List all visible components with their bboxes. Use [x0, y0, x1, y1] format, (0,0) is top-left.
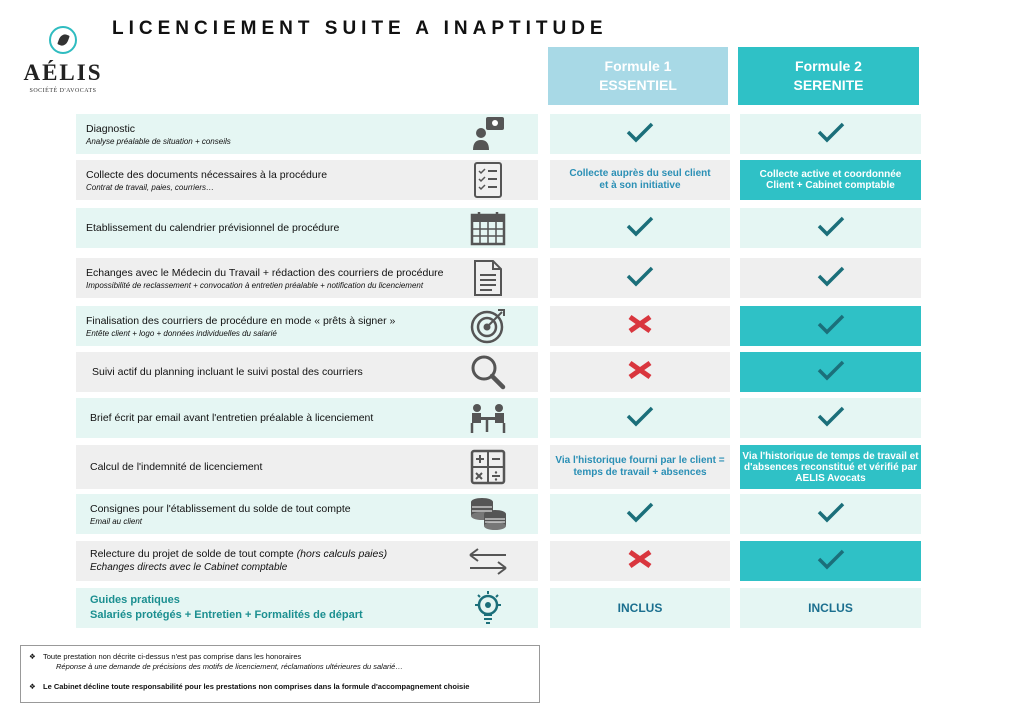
magnifier-icon — [466, 354, 510, 390]
target-icon — [466, 308, 510, 344]
service-row-collecte — [76, 160, 921, 200]
formula-2-cell — [740, 258, 921, 298]
row-label — [76, 306, 538, 346]
service-row-calendrier — [76, 208, 921, 248]
document-icon — [466, 260, 510, 296]
note-item — [29, 652, 531, 662]
formula-1-cell — [550, 114, 730, 154]
row-label — [76, 208, 538, 248]
row-title: Calcul de l'indemnité de licenciement — [90, 461, 263, 473]
row-title: Diagnostic — [86, 122, 136, 135]
note-text: Toute prestation non décrite ci-dessus n'est pas comprise dans les honoraires — [43, 652, 302, 661]
formula-1-cell — [550, 494, 730, 534]
row-label — [76, 258, 538, 298]
formula-2-included: INCLUS — [808, 601, 853, 615]
formula-1-cell — [550, 352, 730, 392]
row-label — [76, 160, 538, 200]
formula-1-included: INCLUS — [617, 601, 663, 615]
brand-name: AÉLIS — [23, 60, 103, 85]
note-text: Le Cabinet décline toute responsabilité pour les prestations non comprises dans la formule d'accompagnement choisie — [43, 682, 470, 691]
service-row-finalisation — [76, 306, 921, 346]
row-subtitle: Echanges directs avec le Cabinet comptable — [90, 562, 288, 573]
row-title: Guides pratiques — [90, 594, 180, 606]
formula-1-cell — [550, 398, 730, 438]
check-icon — [816, 548, 846, 575]
notes-box — [20, 645, 540, 703]
formula-2-header — [738, 47, 919, 105]
service-row-brief — [76, 398, 921, 438]
row-label — [76, 352, 538, 392]
formula-2-cell — [740, 352, 921, 392]
check-icon — [625, 121, 655, 148]
row-title: Consignes pour l'établissement du solde de tout compte — [90, 502, 351, 515]
formula-2-cell — [740, 306, 921, 346]
cross-icon — [626, 359, 654, 386]
exchange-arrows-icon — [466, 543, 510, 579]
formula-2-name: Formule 2 — [795, 58, 862, 74]
brand-logo — [18, 26, 108, 94]
formula-2-detail: Via l'historique de temps de travail et d'absences reconstitué et vérifié par AELIS Avocats — [742, 450, 919, 484]
check-icon — [816, 405, 846, 432]
coins-icon — [466, 496, 510, 532]
service-row-guides — [76, 588, 921, 628]
cross-icon — [626, 548, 654, 575]
calculator-icon — [466, 449, 510, 485]
check-icon — [625, 215, 655, 242]
formula-1-cell — [550, 208, 730, 248]
formula-2-level: SERENITE — [793, 77, 864, 93]
check-icon — [816, 359, 846, 386]
row-subtitle: Email au client — [90, 516, 143, 526]
note-detail: Réponse à une demande de précisions des motifs de licenciement, réclamations ultérieures du salarié… — [56, 662, 403, 671]
cross-icon — [626, 313, 654, 340]
check-icon — [816, 265, 846, 292]
row-title-text: Relecture du projet de solde de tout compte — [90, 548, 294, 560]
check-icon — [625, 265, 655, 292]
row-subtitle: Contrat de travail, paies, courriers… — [86, 182, 215, 192]
row-subtitle: Analyse préalable de situation + conseils — [86, 136, 231, 146]
row-subtitle: Entête client + logo + données individuelles du salarié — [86, 328, 277, 338]
note-item — [29, 682, 531, 692]
row-label — [76, 588, 538, 628]
formula-2-cell — [740, 160, 921, 200]
formula-1-detail: Collecte auprès du seul client et à son initiative — [569, 168, 711, 191]
service-row-suivi — [76, 352, 921, 392]
brand-subtitle: SOCIÉTÉ D'AVOCATS — [29, 88, 97, 94]
row-title: Echanges avec le Médecin du Travail + rédaction des courriers de procédure — [86, 266, 444, 279]
checklist-icon — [466, 162, 510, 198]
check-icon — [816, 313, 846, 340]
formula-2-cell — [740, 541, 921, 581]
consultant-lightbulb-icon — [466, 116, 510, 152]
formula-1-detail: Via l'historique fourni par le client = temps de travail + absences — [555, 455, 725, 478]
row-title: Suivi actif du planning incluant le suivi postal des courriers — [92, 366, 363, 378]
formula-1-cell — [550, 588, 730, 628]
service-row-medecin — [76, 258, 921, 298]
row-title-note: (hors calculs paies) — [296, 548, 388, 560]
meeting-icon — [466, 400, 510, 436]
service-row-indemnite — [76, 445, 921, 489]
formula-1-cell — [550, 160, 730, 200]
page-title: LICENCIEMENT SUITE A INAPTITUDE — [112, 18, 608, 39]
check-icon — [816, 501, 846, 528]
service-row-diagnostic — [76, 114, 921, 154]
check-icon — [816, 121, 846, 148]
row-title: Finalisation des courriers de procédure en mode « prêts à signer » — [86, 314, 396, 327]
formula-2-cell — [740, 588, 921, 628]
row-title: Brief écrit par email avant l'entretien préalable à licenciement — [90, 412, 374, 424]
formula-1-cell — [550, 258, 730, 298]
row-subtitle: Impossibilité de reclassement + convocation à entretien préalable + notification du licenciement — [86, 280, 424, 290]
formula-2-cell — [740, 494, 921, 534]
row-label — [76, 445, 538, 489]
formula-1-cell — [550, 445, 730, 489]
formula-1-header — [548, 47, 728, 105]
formula-1-name: Formule 1 — [604, 58, 672, 74]
formula-1-level: ESSENTIEL — [599, 77, 677, 93]
row-label — [76, 541, 538, 581]
leaf-icon — [49, 26, 77, 54]
diamond-bullet-icon: ❖ — [29, 652, 36, 661]
lightbulb-gear-icon — [466, 590, 510, 626]
row-label — [76, 494, 538, 534]
row-title: Collecte des documents nécessaires à la procédure — [86, 168, 328, 181]
calendar-icon — [466, 210, 510, 246]
row-label — [76, 398, 538, 438]
formula-2-cell — [740, 114, 921, 154]
row-label — [76, 114, 538, 154]
row-title: Etablissement du calendrier prévisionnel de procédure — [86, 222, 340, 234]
check-icon — [625, 405, 655, 432]
diamond-bullet-icon: ❖ — [29, 682, 36, 691]
formula-2-cell — [740, 398, 921, 438]
check-icon — [625, 501, 655, 528]
service-row-relecture — [76, 541, 921, 581]
service-row-consignes — [76, 494, 921, 534]
check-icon — [816, 215, 846, 242]
formula-1-cell — [550, 541, 730, 581]
row-subtitle: Salariés protégés + Entretien + Formalités de départ — [90, 609, 363, 621]
formula-2-detail: Collecte active et coordonnée Client + Cabinet comptable — [759, 169, 902, 191]
formula-2-cell — [740, 208, 921, 248]
formula-1-cell — [550, 306, 730, 346]
formula-2-cell — [740, 445, 921, 489]
